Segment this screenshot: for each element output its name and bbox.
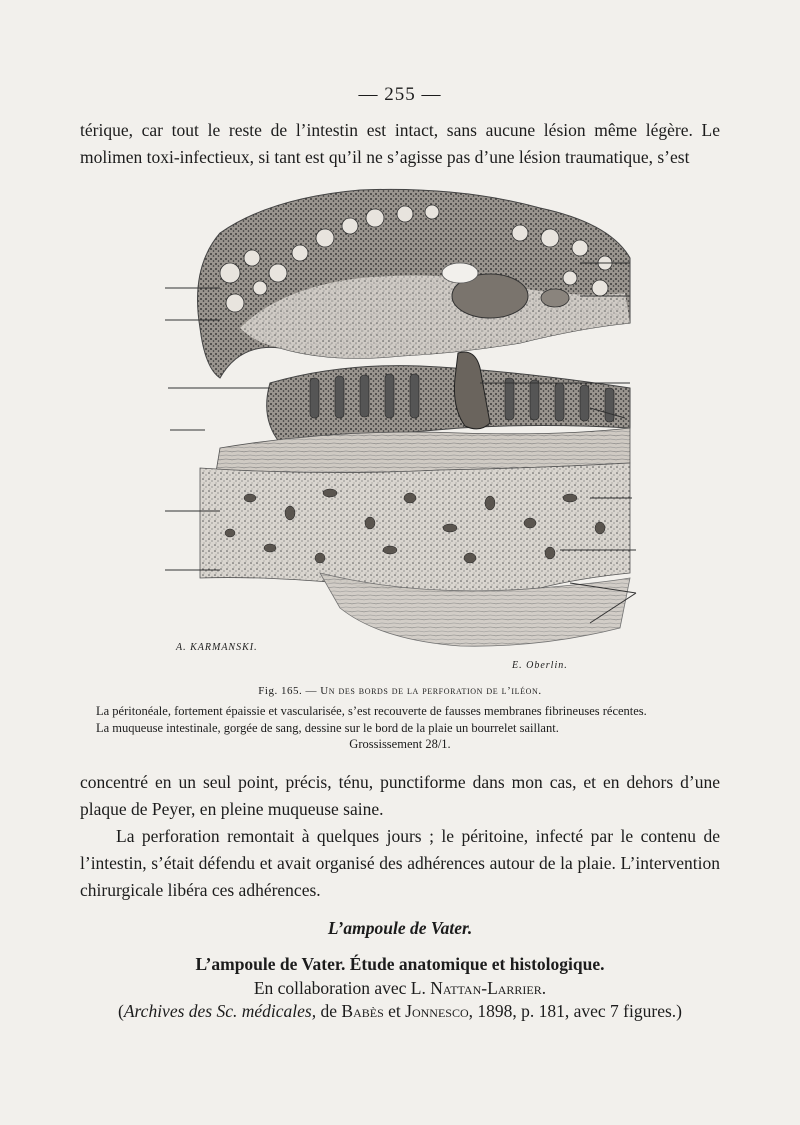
reference-title: L’ampoule de Vater. Étude anatomique et histologique. <box>195 954 605 974</box>
figure-number: Fig. 165. — <box>258 685 317 697</box>
reference-journal: Archives des Sc. médicales, <box>123 1001 317 1021</box>
reference-collab-name: Nattan-Larrier. <box>430 978 547 998</box>
reference-author-1: Babès <box>341 1001 384 1021</box>
reference-collab-prefix: En collaboration avec L. <box>253 978 426 998</box>
figure-magnification: Grossissement 28/1. <box>349 737 451 751</box>
figure-caption-line-1: La péritonéale, fortement épaissie et vascularisée, s’est recouverte de fausses membranes fibrineuses récentes. <box>96 704 647 718</box>
reference-de: de <box>316 1001 342 1021</box>
figure-title-text: Un des bords de la perforation de l’iléon. <box>320 685 542 697</box>
histology-illustration <box>160 178 640 678</box>
top-paragraph: térique, car tout le reste de l’intestin est intact, sans aucune lésion même légère. Le molimen toxi-infectieux, si tant est qu’il ne s’agisse pas d’une lésion traumatique, s’est <box>80 120 720 167</box>
page-number: — 255 — <box>358 84 442 105</box>
reference-collaboration <box>0 978 800 999</box>
reference-et: et <box>383 1001 406 1021</box>
figure-caption-line-2: La muqueuse intestinale, gorgée de sang, dessine sur le bord de la plaie un bourrelet saillant. <box>96 721 559 735</box>
reference-source <box>0 1001 800 1022</box>
paragraph-perforation: La perforation remontait à quelques jours ; le péritoine, infecté par le contenu de l’intestin, s’était défendu et avait organisé des adhérences autour de la plaie. L’intervention chirurgicale libéra ces adhérences. <box>80 826 720 900</box>
paragraph-after-figure: concentré en un seul point, précis, ténu, punctiforme dans mon cas, et en dehors d’une plaque de Peyer, en pleine muqueuse saine. <box>80 772 720 819</box>
reference-source-rest: , 1898, p. 181, avec 7 figures.) <box>468 1001 682 1021</box>
section-heading: L’ampoule de Vater. <box>327 918 473 938</box>
engraver-signature-right: E. Oberlin. <box>512 660 568 671</box>
histology-figure <box>160 178 640 678</box>
engraver-signature-left: A. KARMANSKI. <box>176 642 258 653</box>
figure-title <box>0 685 800 697</box>
reference-source-open: ( <box>118 1001 124 1021</box>
reference-author-2: Jonnesco <box>405 1001 469 1021</box>
